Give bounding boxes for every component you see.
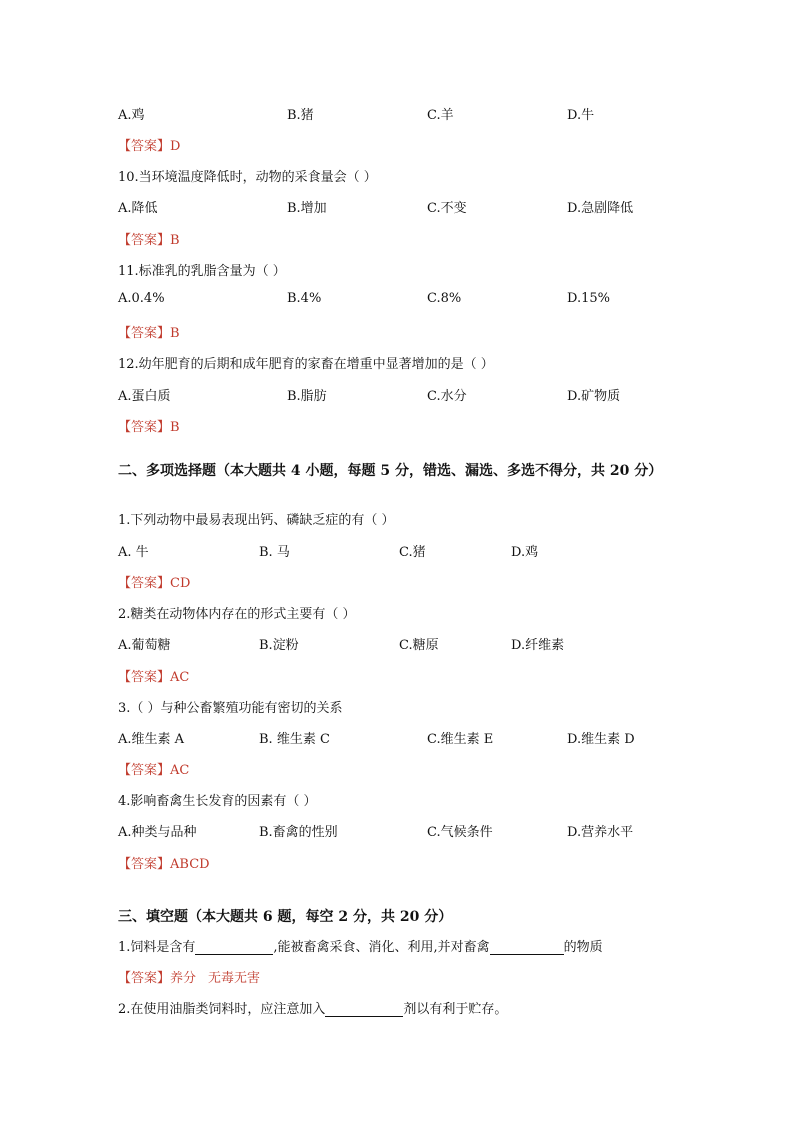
q11-option-a: A.0.4% bbox=[118, 291, 165, 306]
f2-blank-1[interactable] bbox=[325, 1001, 403, 1017]
q10-answer: 【答案】B bbox=[118, 233, 180, 248]
q10-option-a: A.降低 bbox=[118, 201, 158, 216]
q12-stem: 12.幼年肥育的后期和成年肥育的家畜在增重中显著增加的是（ ） bbox=[118, 357, 494, 372]
m4-option-d: D.营养水平 bbox=[567, 825, 634, 840]
f2-text-2: 剂以有利于贮存。 bbox=[403, 1002, 508, 1017]
q10-option-d: D.急剧降低 bbox=[567, 201, 634, 216]
f1-text-3: 的物质 bbox=[563, 940, 603, 955]
q9-answer: 【答案】D bbox=[118, 139, 181, 154]
q10-option-c: C.不变 bbox=[427, 201, 467, 216]
m2-option-b: B.淀粉 bbox=[259, 638, 299, 653]
m4-stem: 4.影响畜禽生长发育的因素有（ ） bbox=[118, 794, 317, 809]
q12-option-c: C.水分 bbox=[427, 389, 467, 404]
f1-text-2: ,能被畜禽采食、消化、利用,并对畜禽 bbox=[273, 940, 490, 955]
q9-option-a: A.鸡 bbox=[118, 108, 145, 123]
q11-option-b: B.4% bbox=[287, 291, 322, 306]
q11-option-d: D.15% bbox=[567, 291, 610, 306]
f1-blank-2[interactable] bbox=[490, 939, 564, 955]
f2-stem bbox=[118, 998, 507, 1017]
q9-option-c: C.羊 bbox=[427, 108, 454, 123]
m3-option-d: D.维生素 D bbox=[567, 732, 635, 747]
q10-stem: 10.当环境温度降低时，动物的采食量会（ ） bbox=[118, 170, 377, 185]
m4-option-c: C.气候条件 bbox=[427, 825, 493, 840]
m2-option-a: A.葡萄糖 bbox=[118, 638, 171, 653]
q12-option-d: D.矿物质 bbox=[567, 389, 621, 404]
f1-answer-2: 无毒无害 bbox=[208, 971, 261, 986]
f1-answer: 【答案】养分 无毒无害 bbox=[118, 971, 261, 986]
f1-stem bbox=[118, 936, 603, 955]
m4-option-b: B.畜禽的性别 bbox=[259, 825, 338, 840]
m1-option-a: A. 牛 bbox=[118, 545, 149, 560]
m3-option-b: B. 维生素 C bbox=[259, 732, 330, 747]
q12-answer: 【答案】B bbox=[118, 420, 180, 435]
q12-option-b: B.脂肪 bbox=[287, 389, 327, 404]
section-3-heading: 三、填空题（本大题共 6 题，每空 2 分，共 20 分） bbox=[118, 909, 453, 925]
q9-option-d: D.牛 bbox=[567, 108, 595, 123]
m4-option-a: A.种类与品种 bbox=[118, 825, 197, 840]
m3-option-c: C.维生素 E bbox=[427, 732, 494, 747]
m3-option-a: A.维生素 A bbox=[118, 732, 185, 747]
q11-stem: 11.标准乳的乳脂含量为（ ） bbox=[118, 264, 286, 279]
m4-answer: 【答案】ABCD bbox=[118, 857, 210, 872]
m2-answer: 【答案】AC bbox=[118, 670, 190, 685]
f1-text-1: 1.饲料是含有 bbox=[118, 940, 196, 955]
f1-blank-1[interactable] bbox=[195, 939, 273, 955]
m1-option-c: C.猪 bbox=[399, 545, 426, 560]
f1-answer-1: 养分 bbox=[170, 971, 197, 986]
m2-stem: 2.糖类在动物体内存在的形式主要有（ ） bbox=[118, 607, 356, 622]
m2-option-c: C.糖原 bbox=[399, 638, 439, 653]
m1-stem: 1.下列动物中最易表现出钙、磷缺乏症的有（ ） bbox=[118, 513, 395, 528]
m3-answer: 【答案】AC bbox=[118, 763, 190, 778]
q9-option-b: B.猪 bbox=[287, 108, 314, 123]
section-2-heading: 二、多项选择题（本大题共 4 小题，每题 5 分，错选、漏选、多选不得分，共 20 分） bbox=[118, 463, 663, 479]
q11-option-c: C.8% bbox=[427, 291, 462, 306]
m3-stem: 3.（ ）与种公畜繁殖功能有密切的关系 bbox=[118, 701, 343, 716]
q11-answer: 【答案】B bbox=[118, 326, 180, 341]
m2-option-d: D.纤维素 bbox=[511, 638, 565, 653]
q12-option-a: A.蛋白质 bbox=[118, 389, 171, 404]
f2-text-1: 2.在使用油脂类饲料时，应注意加入 bbox=[118, 1002, 326, 1017]
m1-option-b: B. 马 bbox=[259, 545, 290, 560]
m1-option-d: D.鸡 bbox=[511, 545, 539, 560]
m1-answer: 【答案】CD bbox=[118, 576, 191, 591]
q10-option-b: B.增加 bbox=[287, 201, 327, 216]
